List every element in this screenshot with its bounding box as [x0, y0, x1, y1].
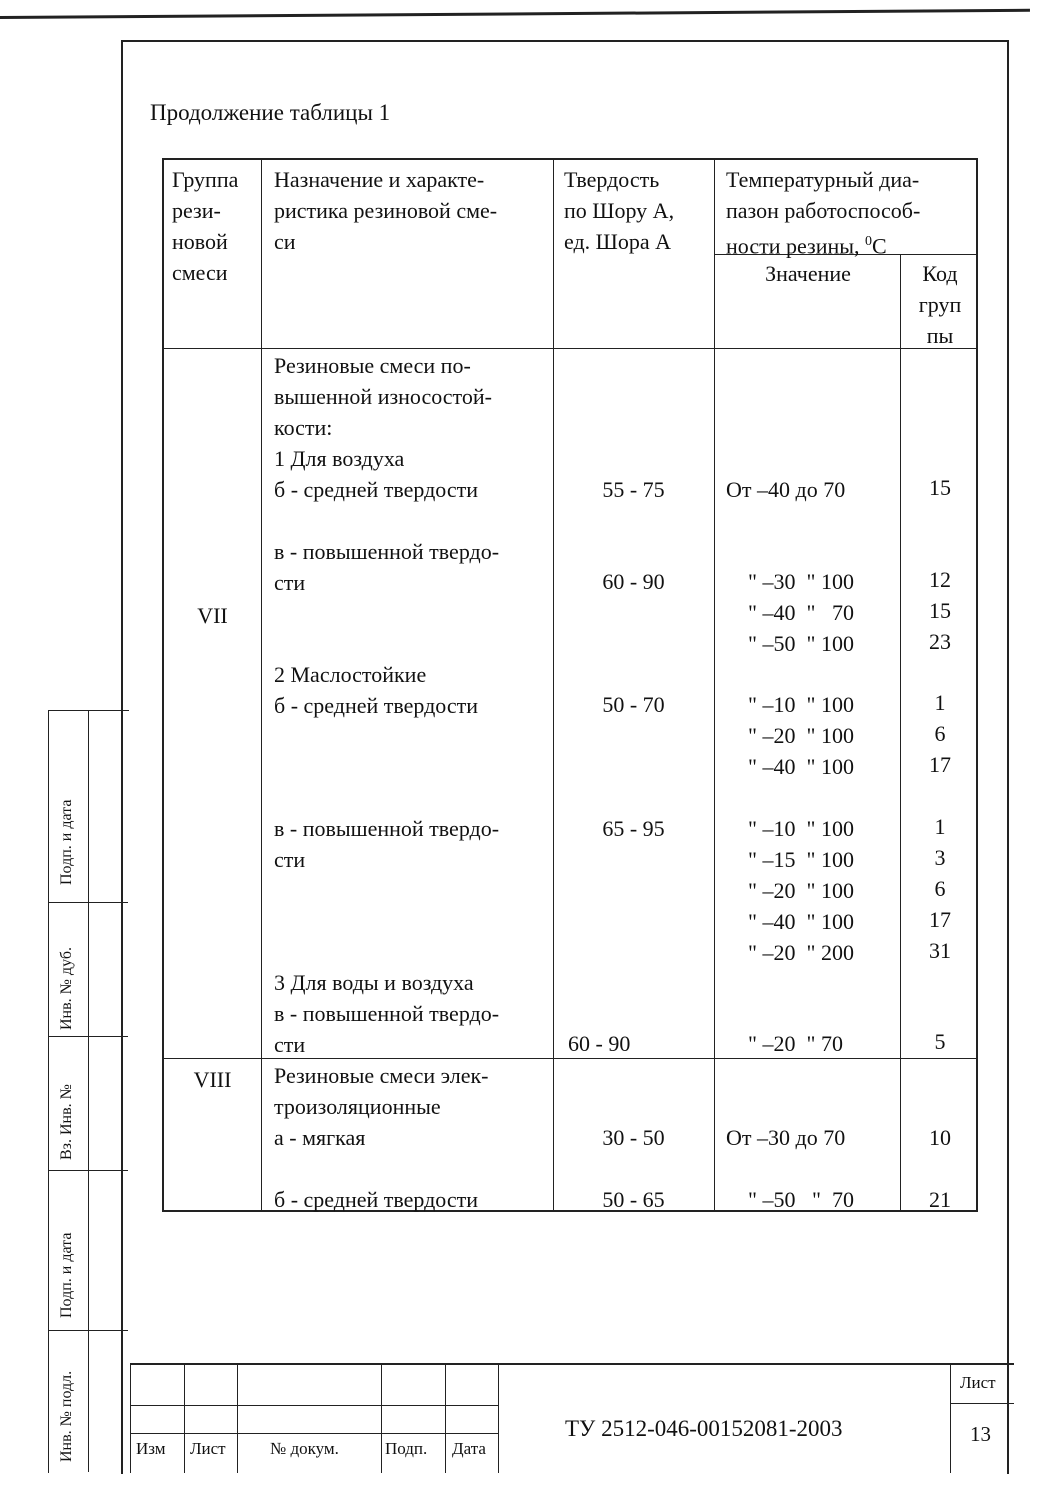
header-temp-line2: пазон работоспособ-	[726, 198, 921, 223]
side-inv-dub: Инв. № дуб.	[58, 946, 75, 1030]
header-temp-sup: 0	[865, 234, 873, 249]
side-podp-data-1: Подп. и дата	[58, 799, 75, 885]
tb-line-3	[381, 1363, 382, 1473]
subheader-code: Код груп пы	[918, 261, 962, 348]
tb-dokum: № докум.	[270, 1439, 339, 1458]
header-bottom-line	[164, 348, 976, 349]
side-sep-1	[48, 902, 128, 903]
header-temp-line3	[726, 226, 887, 261]
side-stamp-divider	[88, 710, 89, 1472]
subheader-value: Значение	[765, 261, 851, 286]
row4-temp: " –10 " 100 " –15 " 100 " –20 " 100 " –40 " 100 " –20 " 200	[748, 816, 854, 965]
row3-code: 1 6 17	[929, 690, 951, 777]
side-podp-data-2: Подп. и дата	[58, 1232, 75, 1318]
tb-podp: Подп.	[385, 1439, 428, 1458]
row1-hardness: 55 - 75	[602, 477, 665, 502]
row7-code: 21	[929, 1187, 951, 1212]
row4-description: в - повышенной твердо- сти	[274, 816, 500, 872]
tb-sheet-number: 13	[970, 1422, 991, 1446]
row5-code: 5	[934, 1029, 946, 1054]
tb-line-1	[184, 1363, 185, 1473]
row1-temp: От –40 до 70	[726, 477, 846, 502]
tb-line-2	[237, 1363, 238, 1473]
row1-code: 15	[929, 475, 951, 500]
tb-sheet-label: Лист	[960, 1373, 996, 1392]
row7-temp: " –50 " 70	[748, 1187, 854, 1212]
row2-hardness: 60 - 90	[602, 569, 665, 594]
tb-line-0	[130, 1363, 131, 1473]
header-temp-text: ности резины,	[726, 233, 866, 259]
side-sep-4	[48, 1330, 128, 1331]
col-divider-2	[553, 160, 554, 1210]
row6-hardness: 30 - 50	[602, 1125, 665, 1150]
row6-description: Резиновые смеси элек- троизоляционные а - мягкая	[274, 1063, 489, 1150]
tb-sheet-line	[950, 1403, 1014, 1404]
tb-data: Дата	[452, 1439, 486, 1458]
tb-row-line-1	[130, 1405, 498, 1406]
header-purpose: Назначение и характе- ристика резиновой сме- си	[274, 167, 498, 254]
side-sep-3	[48, 1170, 128, 1171]
row6-temp: От –30 до 70	[726, 1125, 846, 1150]
row7-hardness: 50 - 65	[602, 1187, 665, 1212]
tb-list: Лист	[190, 1439, 226, 1458]
rubber-mix-table	[162, 158, 978, 1212]
tb-row-line-2	[130, 1433, 498, 1434]
row5-temp: " –20 " 70	[748, 1031, 843, 1056]
row5-hardness: 60 - 90	[568, 1031, 631, 1056]
scan-edge-line	[0, 9, 1030, 19]
col-divider-1	[261, 160, 262, 1210]
row3-description: 2 Маслостойкие б - средней твердости	[274, 662, 479, 718]
row2-temp: " –30 " 100 " –40 " 70 " –50 " 100	[748, 569, 854, 656]
document-code: ТУ 2512-046-00152081-2003	[565, 1416, 843, 1441]
tb-line-6	[950, 1363, 951, 1473]
header-temp-line1: Температурный диа-	[726, 167, 920, 192]
col-divider-3	[714, 160, 715, 1210]
col-divider-4	[900, 254, 901, 1210]
side-vz-inv: Вз. Инв. №	[58, 1084, 75, 1160]
row2-description: в - повышенной твердо- сти	[274, 539, 500, 595]
row3-hardness: 50 - 70	[602, 692, 665, 717]
header-group: Группа рези- новой смеси	[172, 167, 239, 285]
tb-line-5	[498, 1363, 499, 1473]
row7-description: б - средней твердости	[274, 1187, 479, 1212]
side-inv-podl: Инв. № подл.	[58, 1370, 75, 1462]
table-caption: Продолжение таблицы 1	[150, 100, 391, 125]
tb-izm: Изм	[136, 1439, 166, 1458]
row4-hardness: 65 - 95	[602, 816, 665, 841]
header-temp-unit: С	[872, 233, 887, 259]
row1-description: Резиновые смеси по- вышенной износостой- кости: 1 Для воздуха б - средней твердости	[274, 353, 492, 502]
group-viii: VIII	[193, 1067, 232, 1092]
header-hardness: Твердость по Шору А, ед. Шора А	[564, 167, 675, 254]
row6-code: 10	[929, 1125, 951, 1150]
row3-temp: " –10 " 100 " –20 " 100 " –40 " 100	[748, 692, 854, 779]
row5-description: 3 Для воды и воздуха в - повышенной твердо- сти	[274, 970, 500, 1057]
row2-code: 12 15 23	[929, 567, 951, 654]
row4-code: 1 3 6 17 31	[929, 814, 951, 963]
tb-line-4	[445, 1363, 446, 1473]
side-sep-2	[48, 1036, 128, 1037]
group-vii: VII	[197, 603, 228, 628]
